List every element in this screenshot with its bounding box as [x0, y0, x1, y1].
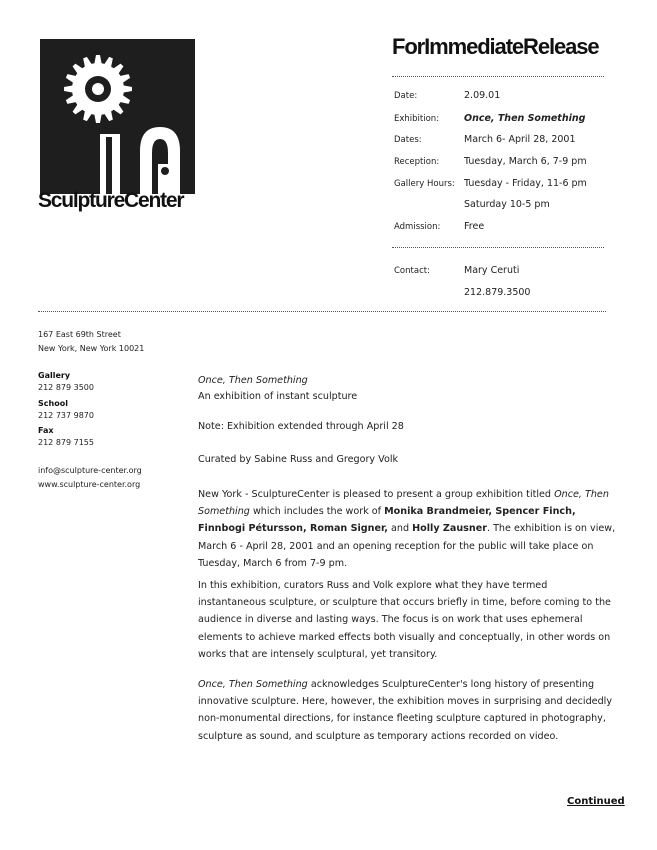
- address-line-2: New York, New York 10021: [38, 344, 145, 353]
- fax-phone: 212 879 7155: [38, 438, 94, 447]
- exhibition-value: Once, Then Something: [464, 113, 586, 124]
- gallery-hours-saturday: Saturday 10-5 pm: [464, 199, 550, 210]
- logo-wordmark: SculptureCenter: [38, 189, 184, 212]
- contact-name: Mary Ceruti: [464, 265, 520, 276]
- divider: [392, 76, 604, 77]
- exhibition-label: Exhibition:: [394, 114, 440, 124]
- dates-value: March 6- April 28, 2001: [464, 134, 576, 145]
- gallery-hours-label: Gallery Hours:: [394, 179, 455, 189]
- release-title: ForImmediateRelease: [392, 34, 599, 59]
- address-line-1: 167 East 69th Street: [38, 330, 121, 339]
- divider: [392, 247, 604, 248]
- gallery-hours-value: Tuesday - Friday, 11-6 pm: [464, 178, 587, 189]
- gallery-label: Gallery: [38, 371, 71, 380]
- paragraph-1: New York - SculptureCenter is pleased to present a group exhibition titled Once, Then Something which includes the work of Monika Brandmeier, Spencer Finch, Finnbogi Pétursson, Roman Signer, and Holly Zausner. The exhibition is on view, March 6 - April 28, 2001 and an opening reception for the public will take place on Tuesday, March 6 from 7-9 pm.: [198, 489, 616, 569]
- exhibition-title: Once, Then Something: [198, 375, 308, 386]
- extension-note: Note: Exhibition extended through April 28: [198, 421, 404, 432]
- paragraph-2: In this exhibition, curators Russ and Volk explore what they have termed instantaneous sculpture, or sculpture that occurs briefly in time, before coming to the audience in diverse and lasting ways. The focus is on work that uses ephemeral elements to achieve marked effects both visually and conceptually, in other words on works that are intensely sculptural, yet transitory.: [198, 580, 611, 660]
- logo-mark: [40, 39, 195, 194]
- email-link[interactable]: info@sculpture-center.org: [38, 466, 142, 475]
- website-link[interactable]: www.sculpture-center.org: [38, 480, 141, 489]
- gear-s-logo-icon: [40, 39, 195, 194]
- admission-value: Free: [464, 221, 485, 232]
- dates-label: Dates:: [394, 135, 422, 145]
- contact-label: Contact:: [394, 266, 430, 276]
- paragraph-3: Once, Then Something acknowledges SculptureCenter's long history of presenting innovative sculpture. Here, however, the exhibition moves in surprising and decidedly non-monumental directions, for instance fleeting sculpture captured in photography, sculpture as sound, and sculpture as temporary actions recorded on video.: [198, 679, 613, 742]
- admission-label: Admission:: [394, 222, 441, 232]
- reception-label: Reception:: [394, 157, 440, 167]
- date-value: 2.09.01: [464, 90, 501, 101]
- date-label: Date:: [394, 91, 418, 101]
- exhibition-subtitle: An exhibition of instant sculpture: [198, 391, 358, 402]
- fax-label: Fax: [38, 426, 54, 435]
- curators-line: Curated by Sabine Russ and Gregory Volk: [198, 454, 399, 465]
- divider: [38, 311, 606, 312]
- school-label: School: [38, 399, 68, 408]
- reception-value: Tuesday, March 6, 7-9 pm: [464, 156, 587, 167]
- continued-link[interactable]: Continued: [567, 796, 625, 807]
- gallery-phone: 212 879 3500: [38, 383, 94, 392]
- contact-phone: 212.879.3500: [464, 287, 531, 298]
- school-phone: 212 737 9870: [38, 411, 94, 420]
